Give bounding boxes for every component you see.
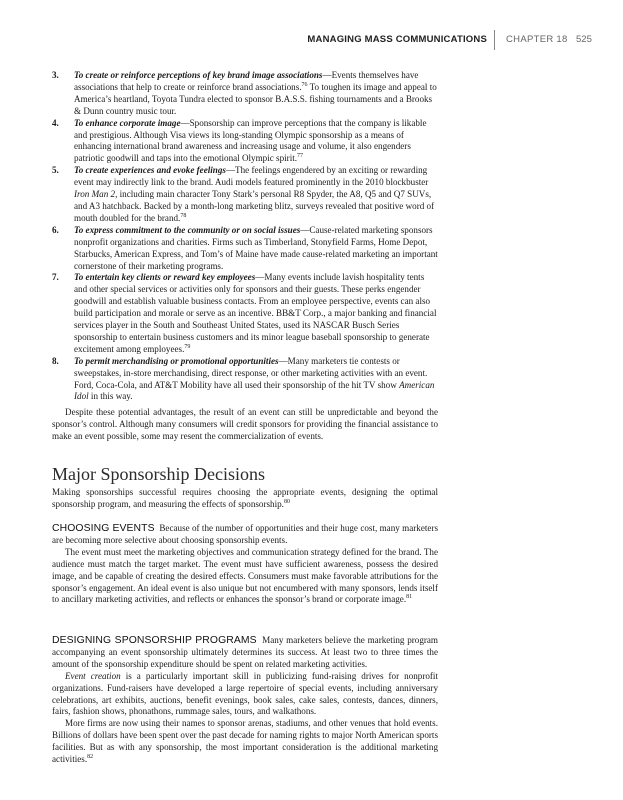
designing-sponsorship-section: DESIGNING SPONSORSHIP PROGRAMS Many marketers believe the marketing program accompanying an event sponsorship ultimately determines its success. At least two to three times the amount of the sponsorship expenditure should be spent on related marketing activities. Event creation is a particularly important skill in publicizing fund-raising drives for nonprofit organizations. Fund-raisers have developed a large repertoire of special events, including anniversary celebrations, art exhibits, auctions, benefit evenings, book sales, cake sales, contests, dances, dinners, fairs, fashion shows, phonathons, rummage sales, tours, and walkathons. More firms are now using their names to sponsor arenas, stadiums, and other venues that hold events. Billions of dollars have been spent over the past decade for naming rights to major North American sports facilities. But as with any sponsorship, the most important consideration is the additional marketing activities.$^{82}$: [52, 635, 438, 765]
list-item: 6. To express commitment to the community or on social issues—Cause-related marketing sponsors nonprofit organizations and charities. Firms such as Timberland, Stonyfield Farms, Home Depot, Starbucks, American Express, and Tom’s of Maine have made cause-related marketing an important cornerstone of their marketing programs.: [52, 224, 438, 271]
running-title: MANAGING MASS COMMUNICATIONS: [307, 34, 487, 45]
header-divider: [494, 30, 495, 50]
list-item: 8. To permit merchandising or promotional opportunities—Many marketers tie contests or sweepstakes, in-store merchandising, direct response, or other marketing activities with an event. Ford, Coca-Cola, and AT&T Mobility have all used their sponsorship of the hit TV show American Idol in this way.: [52, 355, 435, 402]
major-intro-paragraph: Making sponsorships successful requires choosing the appropriate events, designing the optimal sponsorship program, and measuring the effects of sponsorship.$^{80}$: [52, 487, 438, 509]
list-item: 3. To create or reinforce perceptions of key brand image associations—Events themselves have associations that help to create or reinforce brand associations.$^{76}$ To toughen its image and appeal to America’s heartland, Toyota Tundra elected to sponsor B.A.S.S. fishing tournaments and a Brooks & Dunn country music tour.: [52, 70, 437, 116]
list-item: 7. To entertain key clients or reward key employees—Many events include lavish hospitality tents and other special services or activities only for sponsors and their guests. These perks engender goodwill and establish valuable business contacts. From an employee perspective, events can also build participation and morale or serve as an incentive. BB&T Corp., a major banking and financial services player in the South and Southeast United States, used its NASCAR Busch Series sponsorship to entertain business customers and its minor league baseball sponsorship to generate excitement among employees.$^{79}$: [52, 272, 437, 354]
list-item: 5. To create experiences and evoke feelings—The feelings engendered by an exciting or rewarding event may indirectly link to the brand. Audi models featured prominently in the 2010 blockbuster Iron Man 2, including main character Tony Stark’s personal R8 Spyder, the A8, Q5 and Q7 SUVs, and A3 hatchback. Backed by a month-long marketing blitz, surveys revealed that positive word of mouth doubled for the brand.$^{78}$: [52, 165, 435, 223]
section-heading: Major Sponsorship Decisions: [52, 464, 265, 484]
choosing-events-section: CHOOSING EVENTS Because of the number of opportunities and their huge cost, many marketers are becoming more selective about choosing sponsorship events. The event must meet the marketing objectives and communication strategy defined for the brand. The audience must match the target market. The event must have sufficient awareness, possess the desired image, and be capable of creating the desired effects. Consumers must make favorable attributions for the sponsor’s engagement. An ideal event is also unique but not encumbered with many sponsors, lends itself to ancillary marketing activities, and reflects or enhances the sponsor’s brand or corporate image.$^{81}$: [52, 523, 439, 605]
objectives-list: [52, 70, 438, 403]
list-item: 4. To enhance corporate image—Sponsorship can improve perceptions that the company is likable and prestigious. Although Visa views its long-standing Olympic sponsorship as a means of enhancing international brand awareness and increasing usage and volume, it also engenders patriotic goodwill and taps into the emotional Olympic spirit.$^{77}$: [52, 117, 427, 164]
running-header: [0, 34, 623, 48]
choosing-events-heading: CHOOSING EVENTS: [52, 523, 155, 534]
designing-sponsorship-heading: DESIGNING SPONSORSHIP PROGRAMS: [52, 635, 257, 646]
despite-paragraph: Despite these potential advantages, the result of an event can still be unpredictable and beyond the sponsor’s control. Although many consumers will credit sponsors for providing the financial assistance to make an event possible, some may resent the commercialization of events.: [52, 407, 438, 441]
page-number: 525: [576, 34, 592, 45]
chapter-label: CHAPTER 18: [506, 34, 568, 45]
